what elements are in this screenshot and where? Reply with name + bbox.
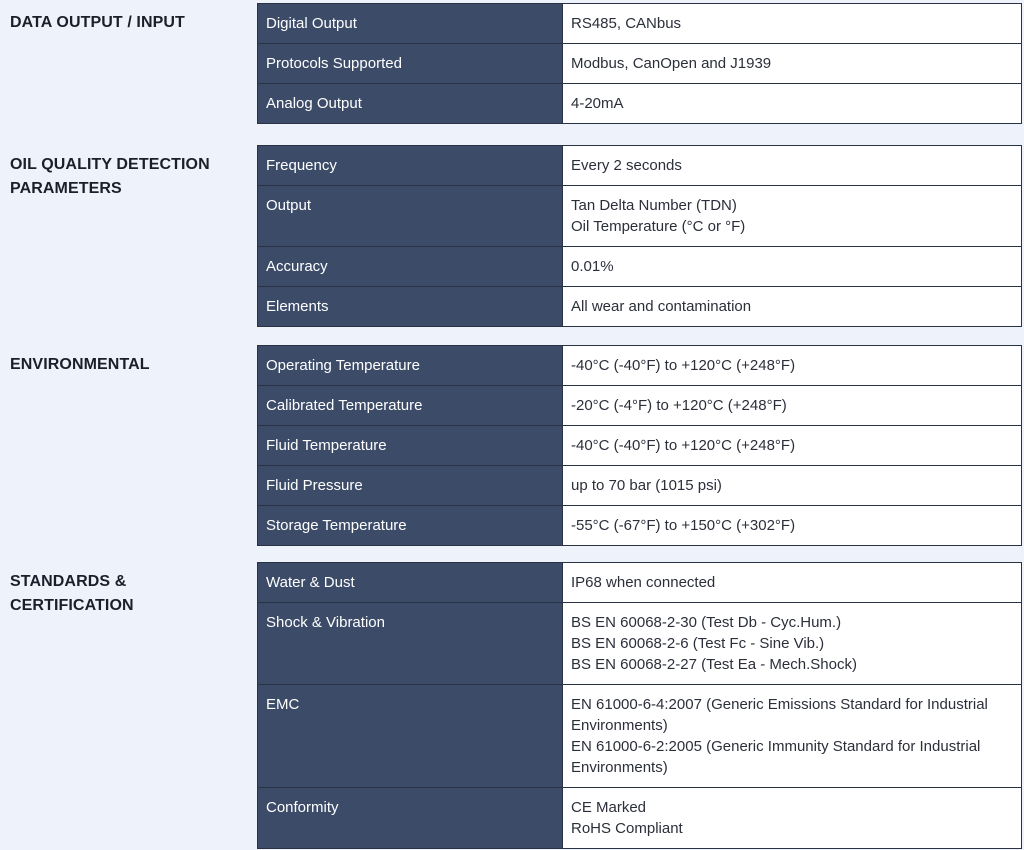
spec-label: Analog Output xyxy=(258,84,563,124)
spec-value-line: CE Marked xyxy=(571,799,647,816)
spec-row xyxy=(258,506,1022,546)
spec-row xyxy=(258,186,1022,247)
spec-row xyxy=(258,685,1022,788)
spec-value-line: -20°C (-4°F) to +120°C (+248°F) xyxy=(571,397,787,414)
spec-value xyxy=(563,287,1022,327)
spec-label: Fluid Pressure xyxy=(258,466,563,506)
spec-label: Operating Temperature xyxy=(258,346,563,386)
spec-value xyxy=(563,685,1022,788)
spec-row xyxy=(258,146,1022,186)
spec-value-line: Every 2 seconds xyxy=(571,157,682,174)
spec-value-line: EN 61000-6-4:2007 (Generic Emissions Standard for Industrial Environments) xyxy=(571,696,988,734)
spec-row xyxy=(258,346,1022,386)
spec-label: Water & Dust xyxy=(258,563,563,603)
spec-row xyxy=(258,247,1022,287)
spec-value-line: 0.01% xyxy=(571,258,614,275)
spec-value xyxy=(563,186,1022,247)
spec-value-line: IP68 when connected xyxy=(571,574,716,591)
spec-row xyxy=(258,4,1022,44)
spec-value xyxy=(563,563,1022,603)
spec-value-line: RS485, CANbus xyxy=(571,15,682,32)
spec-row xyxy=(258,563,1022,603)
spec-value xyxy=(563,346,1022,386)
spec-row xyxy=(258,287,1022,327)
spec-label: Conformity xyxy=(258,788,563,849)
spec-value-line: RoHS Compliant xyxy=(571,820,683,837)
spec-value-line: All wear and contamination xyxy=(571,298,752,315)
spec-value xyxy=(563,788,1022,849)
spec-label: Shock & Vibration xyxy=(258,603,563,685)
spec-label: Calibrated Temperature xyxy=(258,386,563,426)
spec-value xyxy=(563,506,1022,546)
spec-row xyxy=(258,603,1022,685)
spec-value-line: up to 70 bar (1015 psi) xyxy=(571,477,722,494)
section-title: ENVIRONMENTAL xyxy=(10,356,150,373)
spec-label: Protocols Supported xyxy=(258,44,563,84)
spec-row xyxy=(258,386,1022,426)
section-title: STANDARDS & CERTIFICATION xyxy=(10,573,134,614)
spec-value-line: BS EN 60068-2-30 (Test Db - Cyc.Hum.) xyxy=(571,614,842,631)
spec-table xyxy=(257,145,1022,327)
spec-label: Accuracy xyxy=(258,247,563,287)
spec-table xyxy=(257,3,1022,124)
spec-value-line: Modbus, CanOpen and J1939 xyxy=(571,55,772,72)
spec-value-line: BS EN 60068-2-6 (Test Fc - Sine Vib.) xyxy=(571,635,825,652)
spec-row xyxy=(258,426,1022,466)
spec-value xyxy=(563,603,1022,685)
spec-row xyxy=(258,84,1022,124)
spec-label: Digital Output xyxy=(258,4,563,44)
spec-value xyxy=(563,247,1022,287)
spec-row xyxy=(258,466,1022,506)
spec-table xyxy=(257,345,1022,546)
spec-label: Elements xyxy=(258,287,563,327)
section-title: DATA OUTPUT / INPUT xyxy=(10,14,185,31)
spec-value xyxy=(563,386,1022,426)
spec-value xyxy=(563,146,1022,186)
spec-value-line: Tan Delta Number (TDN) xyxy=(571,197,737,214)
spec-value-line: 4-20mA xyxy=(571,95,624,112)
spec-value-line: -55°C (-67°F) to +150°C (+302°F) xyxy=(571,517,796,534)
spec-row xyxy=(258,44,1022,84)
spec-value xyxy=(563,44,1022,84)
spec-label: EMC xyxy=(258,685,563,788)
spec-value xyxy=(563,466,1022,506)
spec-table xyxy=(257,562,1022,849)
spec-value-line: EN 61000-6-2:2005 (Generic Immunity Standard for Industrial Environments) xyxy=(571,738,981,776)
spec-label: Output xyxy=(258,186,563,247)
spec-value xyxy=(563,84,1022,124)
spec-value-line: Oil Temperature (°C or °F) xyxy=(571,218,746,235)
spec-value-line: -40°C (-40°F) to +120°C (+248°F) xyxy=(571,357,796,374)
spec-value-line: BS EN 60068-2-27 (Test Ea - Mech.Shock) xyxy=(571,656,857,673)
spec-label: Frequency xyxy=(258,146,563,186)
spec-value-line: -40°C (-40°F) to +120°C (+248°F) xyxy=(571,437,796,454)
spec-value xyxy=(563,426,1022,466)
spec-row xyxy=(258,788,1022,849)
spec-label: Storage Temperature xyxy=(258,506,563,546)
spec-value xyxy=(563,4,1022,44)
section-title: OIL QUALITY DETECTION PARAMETERS xyxy=(10,156,210,197)
spec-label: Fluid Temperature xyxy=(258,426,563,466)
